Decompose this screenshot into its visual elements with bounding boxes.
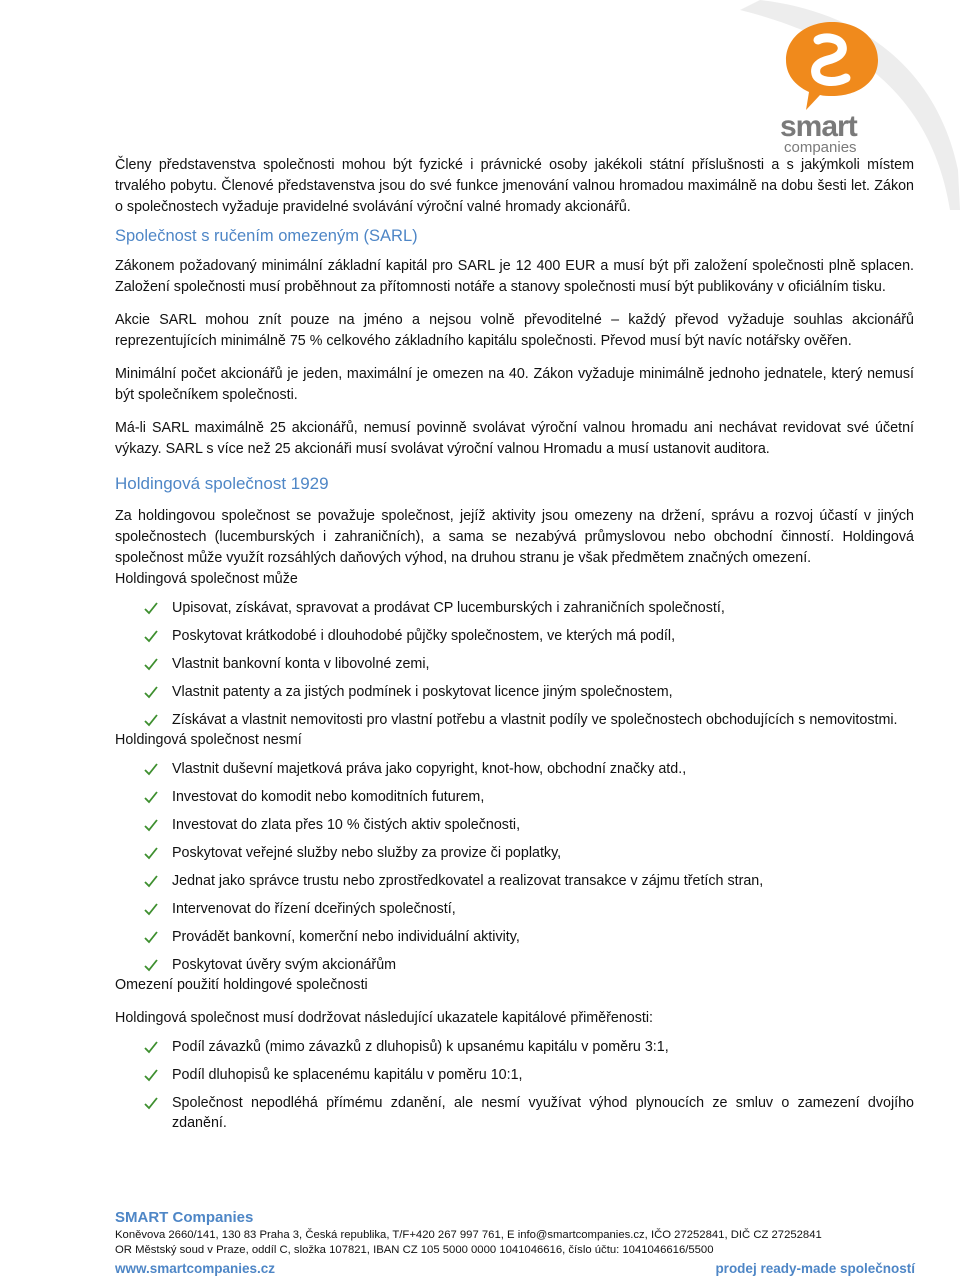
checkmark-icon — [143, 684, 159, 700]
list-item — [115, 955, 914, 975]
checkmark-icon — [143, 761, 159, 777]
footer-address-line: Koněvova 2660/141, 130 83 Praha 3, Česká republika, T/F+420 267 997 761, E info@smartcompanies.cz, IČO 27252841, DIČ CZ 27252841 — [115, 1229, 822, 1241]
list-item — [115, 598, 914, 618]
list-item-text: Jednat jako správce trustu nebo zprostředkovatel a realizovat transakce v zájmu třetích stran, — [172, 873, 764, 889]
list-item — [115, 1037, 914, 1057]
list-item — [115, 899, 914, 919]
logo-word-companies: companies — [784, 139, 857, 156]
sarl-paragraph-2: Akcie SARL mohou znít pouze na jméno a nejsou volně převoditelné – každý převod vyžaduje souhlas akcionářů reprezentujících minimálně 75 % celkového základního kapitálu společnosti. Převod musí být navíc notářsky ověřen. — [115, 312, 914, 349]
list-item-text: Podíl dluhopisů ke splacenému kapitálu v poměru 10:1, — [172, 1067, 523, 1083]
list-item — [115, 759, 914, 779]
holding-limits-label: Omezení použití holdingové společnosti — [115, 977, 368, 993]
checkmark-icon — [143, 656, 159, 672]
intro-paragraph: Členy představenstva společnosti mohou být fyzické i právnické osoby jakékoli státní příslušnosti a s jakýmkoli místem trvalého pobytu. Členové představenstva jsou do své funkce jmenování valnou hromadou maximálně na dobu šesti let. Zákon o společnostech vyžaduje pravidelné svolávání výroční valné hromady akcionářů. — [115, 157, 914, 215]
checkmark-icon — [143, 817, 159, 833]
sarl-paragraph-1: Zákonem požadovaný minimální základní kapitál pro SARL je 12 400 EUR a musí být při založení společnosti plně splacen. Založení společnosti musí proběhnout za přítomnosti notáře a stanovy společnosti musí být publikovány v oficiálním tisku. — [115, 258, 914, 295]
holding-heading: Holdingová společnost 1929 — [115, 474, 329, 493]
list-item — [115, 654, 914, 674]
smart-companies-logo — [778, 16, 886, 156]
holding-ratios-intro: Holdingová společnost musí dodržovat následující ukazatele kapitálové přiměřenosti: — [115, 1010, 654, 1026]
checkmark-icon — [143, 712, 159, 728]
list-item-text: Vlastnit bankovní konta v libovolné zemi, — [172, 656, 430, 672]
checkmark-icon — [143, 600, 159, 616]
list-item-text: Investovat do zlata přes 10 % čistých aktiv společnosti, — [172, 817, 521, 833]
checkmark-icon — [143, 628, 159, 644]
list-item — [115, 626, 914, 646]
holding-can-label: Holdingová společnost může — [115, 571, 298, 587]
checkmark-icon — [143, 901, 159, 917]
list-item-text: Provádět bankovní, komerční nebo individuální aktivity, — [172, 929, 520, 945]
checkmark-icon — [143, 873, 159, 889]
checkmark-icon — [143, 789, 159, 805]
checkmark-icon — [143, 957, 159, 973]
list-item — [115, 710, 914, 730]
sarl-paragraph-3: Minimální počet akcionářů je jeden, maximální je omezen na 40. Zákon vyžaduje minimálně jednoho jednatele, který nemusí být společníkem společnosti. — [115, 366, 914, 403]
page-footer — [115, 1208, 915, 1278]
holding-can-list — [115, 598, 914, 730]
list-item-text: Získávat a vlastnit nemovitosti pro vlastní potřebu a vlastnit podíly ve společnostech obchodujících s nemovitostmi. — [172, 712, 898, 728]
list-item — [115, 1065, 914, 1085]
footer-web-row — [115, 1260, 915, 1278]
list-item — [115, 682, 914, 702]
list-item — [115, 927, 914, 947]
checkmark-icon — [143, 845, 159, 861]
checkmark-icon — [143, 1067, 159, 1083]
checkmark-icon — [143, 929, 159, 945]
footer-website-link[interactable]: www.smartcompanies.cz — [115, 1261, 276, 1276]
checkmark-icon — [143, 1039, 159, 1055]
list-item-text: Vlastnit duševní majetková práva jako copyright, knot-how, obchodní značky atd., — [172, 761, 687, 777]
sarl-paragraph-4: Má-li SARL maximálně 25 akcionářů, nemusí povinně svolávat výroční valnou hromadu ani nechávat revidovat své účetní výkazy. SARL s více než 25 akcionáři musí svolávat výroční valnou Hromadu a musí ustanovit auditora. — [115, 420, 914, 457]
list-item — [115, 1093, 914, 1133]
sarl-heading: Společnost s ručením omezeným (SARL) — [115, 227, 418, 245]
speech-bubble-icon — [778, 16, 886, 112]
list-item-text: Investovat do komodit nebo komoditních futurem, — [172, 789, 485, 805]
list-item-text: Vlastnit patenty a za jistých podmínek i poskytovat licence jiným společnostem, — [172, 684, 673, 700]
holding-cannot-label: Holdingová společnost nesmí — [115, 732, 302, 748]
list-item-text: Intervenovat do řízení dceřiných společností, — [172, 901, 456, 917]
logo-word-smart: smart — [780, 110, 857, 143]
list-item-text: Poskytovat veřejné služby nebo služby za provize či poplatky, — [172, 845, 562, 861]
list-item — [115, 815, 914, 835]
holding-cannot-list — [115, 759, 914, 975]
footer-registry-line: OR Městský soud v Praze, oddíl C, složka 107821, IBAN CZ 105 5000 0000 1041046616, číslo účtu: 1041046616/5500 — [115, 1244, 714, 1256]
footer-brand: SMART Companies — [115, 1209, 254, 1226]
document-body — [115, 155, 914, 1141]
list-item-text: Společnost nepodléhá přímému zdanění, ale nesmí využívat výhod plynoucích ze smluv o zamezení dvojího zdanění. — [172, 1095, 914, 1131]
list-item-text: Poskytovat krátkodobé i dlouhodobé půjčky společnostem, ve kterých má podíl, — [172, 628, 676, 644]
holding-intro-paragraph: Za holdingovou společnost se považuje společnost, jejíž aktivity jsou omezeny na držení, správu a rozvoj účastí v jiných společnostech (lucemburských i zahraničních), a sama se nezabývá průmyslovou nebo obchodní činností. Holdingová společnost může využít rozsáhlých daňových výhod, na druhou stranu je však předmětem značných omezení. — [115, 508, 914, 566]
list-item — [115, 871, 914, 891]
footer-tagline: prodej ready-made společností — [715, 1261, 915, 1276]
holding-ratios-list — [115, 1037, 914, 1133]
list-item-text: Poskytovat úvěry svým akcionářům — [172, 957, 397, 973]
list-item — [115, 843, 914, 863]
list-item — [115, 787, 914, 807]
checkmark-icon — [143, 1095, 159, 1111]
list-item-text: Podíl závazků (mimo závazků z dluhopisů) k upsanému kapitálu v poměru 3:1, — [172, 1039, 669, 1055]
list-item-text: Upisovat, získávat, spravovat a prodávat CP lucemburských i zahraničních společností, — [172, 600, 725, 616]
